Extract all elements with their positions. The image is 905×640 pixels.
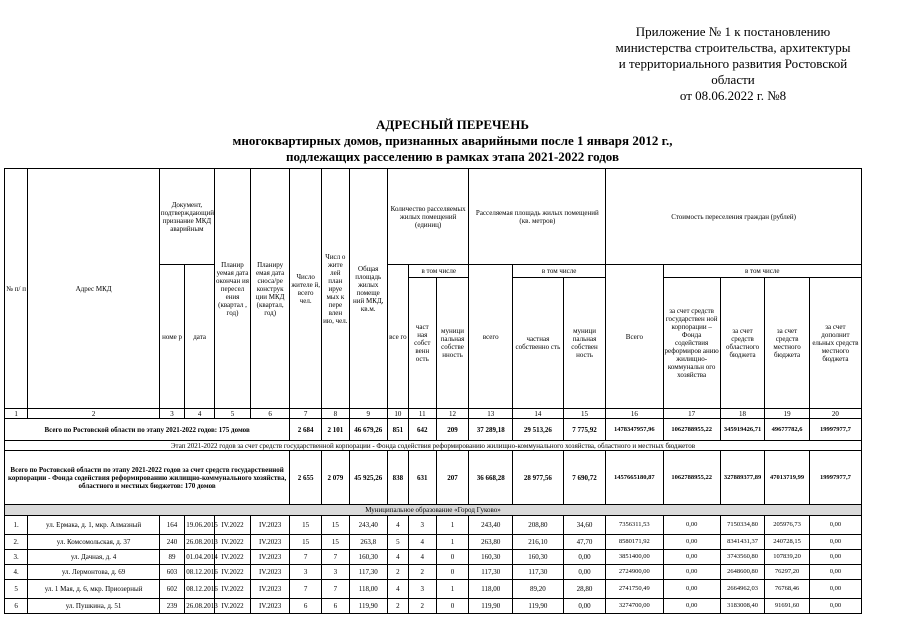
appendix-note xyxy=(588,24,878,104)
header-area: Расселяемая площадь жилых помещений (кв. метров) xyxy=(469,169,606,265)
header-address: Адрес МКД xyxy=(28,169,160,409)
cell-res: 3 xyxy=(290,565,322,580)
cell-doc-no: 603 xyxy=(159,565,184,580)
cell-a-m: 0,00 xyxy=(563,599,605,614)
cell-end: IV.2022 xyxy=(214,535,250,550)
total-value: 1478347957,96 xyxy=(606,419,663,441)
cell-a-p: 208,80 xyxy=(512,516,563,535)
cell-doc-date: 08.12.2016 xyxy=(185,580,215,599)
cell-r-m: 1 xyxy=(436,580,469,599)
col-number: 19 xyxy=(765,409,810,419)
col-number: 15 xyxy=(563,409,605,419)
cell-a-p: 117,30 xyxy=(512,565,563,580)
table-row xyxy=(5,535,862,550)
cell-a-t: 160,30 xyxy=(469,550,512,565)
cell-c-e: 0,00 xyxy=(809,535,861,550)
fund-value: 36 668,28 xyxy=(469,451,512,505)
fund-value: 7 690,72 xyxy=(563,451,605,505)
cell-res: 7 xyxy=(290,550,322,565)
header-area-including: в том числе xyxy=(512,265,605,278)
cell-demolish: IV.2023 xyxy=(251,535,290,550)
fund-value: 631 xyxy=(409,451,437,505)
cell-addr: ул. Ермака, д. 1, мкр. Алмазный xyxy=(28,516,160,535)
cell-c-r: 3743560,80 xyxy=(720,550,765,565)
cell-r-p: 3 xyxy=(409,580,437,599)
cell-c-f: 0,00 xyxy=(663,516,720,535)
header-area-private: частная собственно сть xyxy=(512,278,563,409)
total-value: 2 101 xyxy=(322,419,350,441)
header-rooms: Количество расселяемых жилых помещений (единиц) xyxy=(387,169,469,265)
cell-r-m: 1 xyxy=(436,535,469,550)
fund-value: 1062788955,22 xyxy=(663,451,720,505)
cell-c-t: 3274700,00 xyxy=(606,599,663,614)
cell-addr: ул. Лермонтова, д. 69 xyxy=(28,565,160,580)
cell-n: 4. xyxy=(5,565,28,580)
cell-c-e: 0,00 xyxy=(809,599,861,614)
cell-r-t: 4 xyxy=(387,516,408,535)
cell-demolish: IV.2023 xyxy=(251,516,290,535)
header-rooms-municipal: муници пальная собстве нность xyxy=(436,278,469,409)
cell-demolish: IV.2023 xyxy=(251,599,290,614)
fund-value: 207 xyxy=(436,451,469,505)
cell-n: 6 xyxy=(5,599,28,614)
header-cost-total: Всего xyxy=(606,265,663,409)
header-cost: Стоимость переселения граждан (рублей) xyxy=(606,169,862,265)
cell-c-l: 107839,20 xyxy=(765,550,810,565)
cell-addr: ул. Комсомольская, д. 37 xyxy=(28,535,160,550)
total-value: 851 xyxy=(387,419,408,441)
cell-r-t: 2 xyxy=(387,599,408,614)
appendix-line: области xyxy=(711,72,755,87)
cell-res-p: 15 xyxy=(322,535,350,550)
title-main: АДРЕСНЫЙ ПЕРЕЧЕНЬ xyxy=(376,117,529,132)
document-title xyxy=(0,116,905,165)
col-number: 5 xyxy=(214,409,250,419)
title-sub-2: подлежащих расселению в рамках этапа 2021-2022 годов xyxy=(285,149,619,164)
cell-c-r: 2664962,03 xyxy=(720,580,765,599)
cell-c-e: 0,00 xyxy=(809,550,861,565)
header-area-municipal: муници пальная собствен ность xyxy=(563,278,605,409)
cell-n: 5 xyxy=(5,580,28,599)
table-row xyxy=(5,580,862,599)
cell-r-t: 2 xyxy=(387,565,408,580)
fund-value: 838 xyxy=(387,451,408,505)
col-number: 8 xyxy=(322,409,350,419)
municipality-row xyxy=(5,505,862,516)
cell-a-m: 0,00 xyxy=(563,550,605,565)
table-row xyxy=(5,599,862,614)
fund-value: 19997977,7 xyxy=(809,451,861,505)
cell-a-t: 243,40 xyxy=(469,516,512,535)
cell-demolish: IV.2023 xyxy=(251,550,290,565)
appendix-line: Приложение № 1 к постановлению xyxy=(635,24,831,39)
cell-a-t: 118,00 xyxy=(469,580,512,599)
cell-c-e: 0,00 xyxy=(809,516,861,535)
total-value: 209 xyxy=(436,419,469,441)
total-value: 345919426,71 xyxy=(720,419,765,441)
total-value: 46 679,26 xyxy=(349,419,387,441)
header-residents-planned: Числ о жите лей план ируе мых к пере влен ию, чел. xyxy=(322,169,350,409)
total-value: 49677782,6 xyxy=(765,419,810,441)
cell-r-t: 5 xyxy=(387,535,408,550)
total-value: 37 289,18 xyxy=(469,419,512,441)
total-value: 2 684 xyxy=(290,419,322,441)
cell-end: IV.2022 xyxy=(214,550,250,565)
cell-a-m: 34,60 xyxy=(563,516,605,535)
stage-row xyxy=(5,441,862,451)
fund-value: 1457665180,87 xyxy=(606,451,663,505)
header-cost-local: за счет средств местного бюджета xyxy=(765,278,810,409)
total-value: 29 513,26 xyxy=(512,419,563,441)
total-value: 1062788955,22 xyxy=(663,419,720,441)
cell-c-l: 91691,60 xyxy=(765,599,810,614)
cell-res: 6 xyxy=(290,599,322,614)
fund-value: 327889377,89 xyxy=(720,451,765,505)
cell-addr: ул. Дачная, д. 4 xyxy=(28,550,160,565)
cell-doc-no: 164 xyxy=(159,516,184,535)
fund-value: 2 079 xyxy=(322,451,350,505)
cell-r-m: 0 xyxy=(436,599,469,614)
cell-r-m: 0 xyxy=(436,565,469,580)
cell-area: 160,30 xyxy=(349,550,387,565)
cell-demolish: IV.2023 xyxy=(251,565,290,580)
municipality-title: Муниципальное образование «Город Гуково» xyxy=(5,505,862,516)
cell-c-f: 0,00 xyxy=(663,535,720,550)
col-number: 12 xyxy=(436,409,469,419)
header-cost-regional: за счет средств областного бюджета xyxy=(720,278,765,409)
header-cost-fund: за счет средств государствен ной корпорации – Фонда содействия реформиров анию жилищно-коммунальн ого хозяйства xyxy=(663,278,720,409)
cell-doc-no: 89 xyxy=(159,550,184,565)
table-row xyxy=(5,565,862,580)
column-numbers-row xyxy=(5,409,862,419)
cell-doc-date: 19.06.2015 xyxy=(185,516,215,535)
col-number: 14 xyxy=(512,409,563,419)
cell-a-m: 28,80 xyxy=(563,580,605,599)
cell-doc-no: 239 xyxy=(159,599,184,614)
cell-area: 117,30 xyxy=(349,565,387,580)
cell-n: 2. xyxy=(5,535,28,550)
cell-a-p: 119,90 xyxy=(512,599,563,614)
stage-title: Этап 2021-2022 годов за счет средств государственной корпорации - Фонда содействия реформированию жилищно-коммунального хозяйства, областного и местных бюджетов xyxy=(5,441,862,451)
cell-c-l: 240728,15 xyxy=(765,535,810,550)
cell-c-t: 8580171,92 xyxy=(606,535,663,550)
cell-r-t: 4 xyxy=(387,550,408,565)
cell-res: 15 xyxy=(290,535,322,550)
fund-value: 28 977,56 xyxy=(512,451,563,505)
col-number: 7 xyxy=(290,409,322,419)
fund-row-label: Всего по Ростовской области по этапу 2021-2022 годов за счет средств государственной корпорации - Фонда содействия реформированию жилищно-коммунального хозяйства, областного и местных бюджетов: 170 домов xyxy=(5,451,290,505)
header-cost-including: в том числе xyxy=(663,265,862,278)
col-number: 13 xyxy=(469,409,512,419)
cell-res-p: 6 xyxy=(322,599,350,614)
header-total-area: Общая площадь жилых помеще ний МКД, кв.м. xyxy=(349,169,387,409)
cell-c-f: 0,00 xyxy=(663,550,720,565)
cell-c-l: 205976,73 xyxy=(765,516,810,535)
cell-c-t: 2741750,49 xyxy=(606,580,663,599)
total-value: 642 xyxy=(409,419,437,441)
header-rooms-total: все го xyxy=(387,265,408,409)
table-row xyxy=(5,516,862,535)
table-row xyxy=(5,550,862,565)
col-number: 17 xyxy=(663,409,720,419)
header-document: Документ, подтверждающий признание МКД аварийным xyxy=(159,169,214,265)
cell-c-f: 0,00 xyxy=(663,565,720,580)
cell-c-l: 76297,20 xyxy=(765,565,810,580)
cell-doc-no: 240 xyxy=(159,535,184,550)
cell-demolish: IV.2023 xyxy=(251,580,290,599)
appendix-line: от 08.06.2022 г. №8 xyxy=(679,88,787,103)
cell-r-m: 0 xyxy=(436,550,469,565)
cell-c-t: 3851400,00 xyxy=(606,550,663,565)
cell-n: 1. xyxy=(5,516,28,535)
col-number: 10 xyxy=(387,409,408,419)
cell-res: 15 xyxy=(290,516,322,535)
col-number: 6 xyxy=(251,409,290,419)
col-number: 11 xyxy=(409,409,437,419)
fund-total-row xyxy=(5,451,862,505)
cell-c-f: 0,00 xyxy=(663,580,720,599)
cell-end: IV.2022 xyxy=(214,580,250,599)
cell-r-p: 2 xyxy=(409,599,437,614)
cell-doc-date: 26.08.2013 xyxy=(185,599,215,614)
total-value: 19997977,7 xyxy=(809,419,861,441)
header-area-total: всего xyxy=(469,265,512,409)
header-doc-num: номе р xyxy=(159,265,184,409)
header-num: № п/ п xyxy=(5,169,28,409)
cell-res-p: 3 xyxy=(322,565,350,580)
cell-doc-date: 08.12.2016 xyxy=(185,565,215,580)
cell-a-t: 263,80 xyxy=(469,535,512,550)
cell-a-p: 160,30 xyxy=(512,550,563,565)
cell-c-r: 7150334,80 xyxy=(720,516,765,535)
fund-value: 47013719,99 xyxy=(765,451,810,505)
cell-a-t: 117,30 xyxy=(469,565,512,580)
total-row xyxy=(5,419,862,441)
cell-res-p: 15 xyxy=(322,516,350,535)
col-number: 9 xyxy=(349,409,387,419)
cell-r-p: 3 xyxy=(409,516,437,535)
col-number: 2 xyxy=(28,409,160,419)
header-rooms-private: част ная собст венн ость xyxy=(409,278,437,409)
col-number: 4 xyxy=(185,409,215,419)
fund-value: 45 925,26 xyxy=(349,451,387,505)
col-number: 3 xyxy=(159,409,184,419)
col-number: 20 xyxy=(809,409,861,419)
cell-area: 243,40 xyxy=(349,516,387,535)
header-residents: Число жителе й, всего чел. xyxy=(290,169,322,409)
header-doc-date: дата xyxy=(185,265,215,409)
address-list-table xyxy=(4,168,862,614)
cell-area: 263,8 xyxy=(349,535,387,550)
cell-c-r: 3183008,40 xyxy=(720,599,765,614)
fund-value: 2 655 xyxy=(290,451,322,505)
header-cost-extra: за счет дополнит ельных средств местного бюджета xyxy=(809,278,861,409)
cell-area: 119,90 xyxy=(349,599,387,614)
cell-a-p: 216,10 xyxy=(512,535,563,550)
cell-a-m: 0,00 xyxy=(563,565,605,580)
appendix-line: и территориального развития Ростовской xyxy=(618,56,848,71)
col-number: 1 xyxy=(5,409,28,419)
cell-addr: ул. 1 Мая, д. 6, мкр. Приозерный xyxy=(28,580,160,599)
cell-a-p: 89,20 xyxy=(512,580,563,599)
cell-doc-no: 602 xyxy=(159,580,184,599)
cell-res-p: 7 xyxy=(322,550,350,565)
cell-addr: ул. Пушкина, д. 51 xyxy=(28,599,160,614)
appendix-line: министерства строительства, архитектуры xyxy=(615,40,851,55)
cell-r-p: 4 xyxy=(409,550,437,565)
total-row-label: Всего по Ростовской области по этапу 2021-2022 годов: 175 домов xyxy=(5,419,290,441)
total-value: 7 775,92 xyxy=(563,419,605,441)
cell-c-l: 76768,46 xyxy=(765,580,810,599)
data-rows xyxy=(5,516,862,614)
cell-end: IV.2022 xyxy=(214,516,250,535)
cell-end: IV.2022 xyxy=(214,599,250,614)
cell-doc-date: 01.04.2014 xyxy=(185,550,215,565)
cell-r-p: 2 xyxy=(409,565,437,580)
cell-area: 118,00 xyxy=(349,580,387,599)
cell-c-t: 2724900,00 xyxy=(606,565,663,580)
cell-r-p: 4 xyxy=(409,535,437,550)
cell-c-e: 0,00 xyxy=(809,580,861,599)
cell-res: 7 xyxy=(290,580,322,599)
cell-r-t: 4 xyxy=(387,580,408,599)
cell-end: IV.2022 xyxy=(214,565,250,580)
cell-a-m: 47,70 xyxy=(563,535,605,550)
col-number: 18 xyxy=(720,409,765,419)
cell-n: 3. xyxy=(5,550,28,565)
cell-c-f: 0,00 xyxy=(663,599,720,614)
cell-r-m: 1 xyxy=(436,516,469,535)
cell-doc-date: 26.08.2013 xyxy=(185,535,215,550)
col-number: 16 xyxy=(606,409,663,419)
header-planned-demolish: Планиру емая дата сноса/ре конструк ции МКД (квартал, год) xyxy=(251,169,290,409)
cell-res-p: 7 xyxy=(322,580,350,599)
header-planned-end: Планир уемая дата окончан ия пересел ения (квартал , год) xyxy=(214,169,250,409)
cell-c-r: 2648600,80 xyxy=(720,565,765,580)
title-sub-1: многоквартирных домов, признанных аварийными после 1 января 2012 г., xyxy=(232,133,673,148)
cell-c-e: 0,00 xyxy=(809,565,861,580)
cell-a-t: 119,90 xyxy=(469,599,512,614)
header-rooms-including: в том числе xyxy=(409,265,469,278)
cell-c-t: 7356311,53 xyxy=(606,516,663,535)
cell-c-r: 8341431,37 xyxy=(720,535,765,550)
